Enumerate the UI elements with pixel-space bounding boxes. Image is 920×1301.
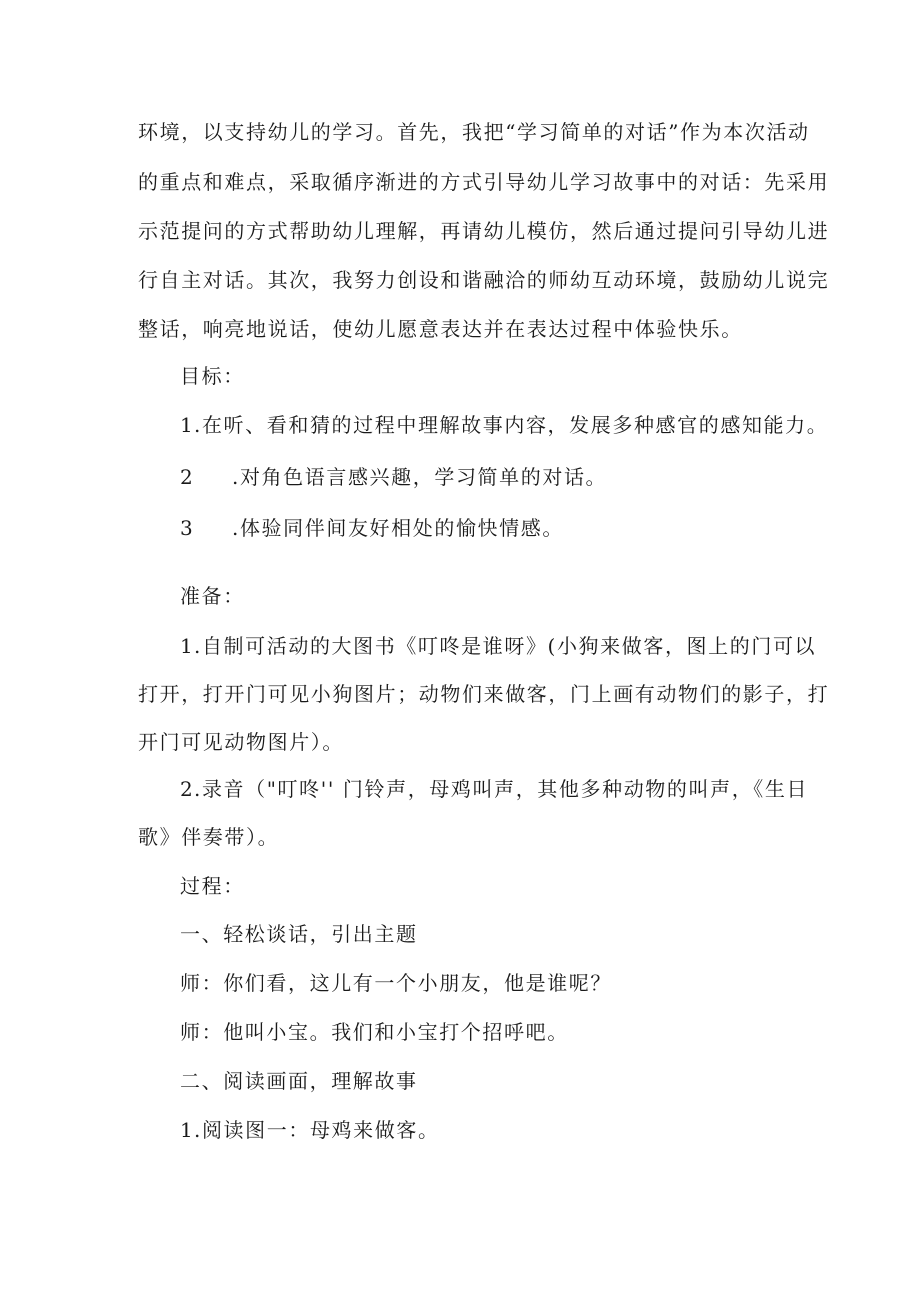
goal-number: 2 [180, 465, 195, 489]
goal-text: .体验同伴间友好相处的愉快情感。 [232, 516, 564, 540]
goal-text: .在听、看和猜的过程中理解故事内容，发展多种感官的感知能力。 [194, 413, 829, 437]
step-number: 1 [180, 1118, 195, 1142]
prep-heading: 准备： [180, 584, 245, 608]
paragraph-line: 环境，以支持幼儿的学习。首先，我把“学习简单的对话”作为本次活动 [138, 120, 810, 144]
prep-item [180, 632, 816, 660]
dialogue-line: 师：你们看，这儿有一个小朋友，他是谁呢？ [180, 971, 612, 995]
prep-text: .录音（"叮咚'' 门铃声，母鸡叫声，其他多种动物的叫声，《生日 [194, 777, 809, 801]
section-title: 二、阅读画面，理解故事 [180, 1069, 418, 1093]
paragraph-line: 示范提问的方式帮助幼儿理解，再请幼儿模仿，然后通过提问引导幼儿进 [138, 219, 830, 243]
goal-text: .对角色语言感兴趣，学习简单的对话。 [232, 465, 608, 489]
prep-line: 开门可见动物图片）。 [138, 730, 344, 754]
prep-item [180, 775, 808, 803]
goal-item [180, 411, 828, 439]
prep-line: 歌》伴奏带）。 [138, 825, 280, 849]
prep-text: .自制可活动的大图书《叮咚是谁呀》(小狗来做客，图上的门可以 [194, 634, 817, 658]
goal-item [180, 463, 607, 491]
goal-item [180, 514, 564, 542]
dialogue-line: 师：他叫小宝。我们和小宝打个招呼吧。 [180, 1020, 569, 1044]
paragraph-line: 整话，响亮地说话，使幼儿愿意表达并在表达过程中体验快乐。 [138, 317, 743, 341]
prep-number: 1 [180, 634, 195, 658]
goal-number: 1 [180, 413, 195, 437]
prep-number: 2 [180, 777, 195, 801]
step-item [180, 1116, 440, 1144]
step-text: .阅读图一：母鸡来做客。 [194, 1118, 440, 1142]
process-heading: 过程： [180, 874, 245, 898]
paragraph-line: 的重点和难点，采取循序渐进的方式引导幼儿学习故事中的对话：先采用 [138, 170, 830, 194]
section-title: 一、轻松谈话，引出主题 [180, 922, 418, 946]
paragraph-line: 行自主对话。其次，我努力创设和谐融洽的师幼互动环境，鼓励幼儿说完 [138, 268, 830, 292]
prep-line: 打开，打开门可见小狗图片；动物们来做客，门上画有动物们的影子，打 [138, 682, 830, 706]
goals-heading: 目标： [180, 364, 245, 388]
goal-number: 3 [180, 516, 195, 540]
